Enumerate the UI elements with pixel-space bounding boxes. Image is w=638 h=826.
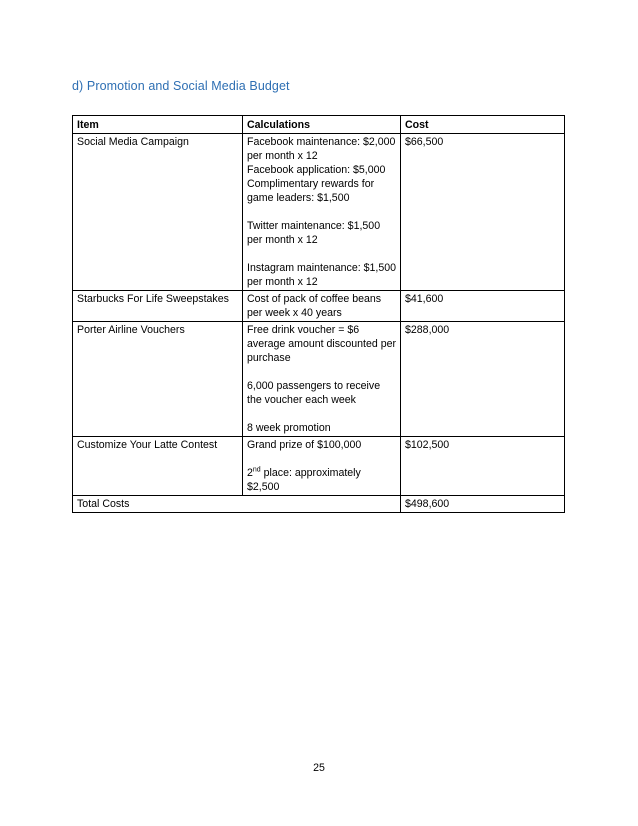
ordinal-number: 2 xyxy=(247,467,253,479)
calculations-cell xyxy=(243,134,401,291)
item-cell: Customize Your Latte Contest xyxy=(73,437,243,496)
table-row xyxy=(73,134,565,291)
table-row xyxy=(73,437,565,496)
calc-text: place: approximately $2,500 xyxy=(247,467,361,493)
calculations-cell xyxy=(243,322,401,437)
calc-line xyxy=(247,135,396,205)
calc-line: 8 week promotion xyxy=(247,422,331,434)
column-header-calculations: Calculations xyxy=(243,116,401,134)
calc-line: Instagram maintenance: $1,500 per month x 12 xyxy=(247,262,396,288)
cost-cell: $66,500 xyxy=(401,134,565,291)
total-label: Total Costs xyxy=(73,496,401,513)
item-cell: Social Media Campaign xyxy=(73,134,243,291)
calc-line: 6,000 passengers to receive the voucher each week xyxy=(247,380,381,406)
calc-line: Twitter maintenance: $1,500 per month x 12 xyxy=(247,220,381,246)
cost-cell: $102,500 xyxy=(401,437,565,496)
calc-text: Facebook maintenance: $2,000 per month x 12 xyxy=(247,136,396,162)
budget-table xyxy=(72,115,565,513)
table-header-row xyxy=(73,116,565,134)
calc-line xyxy=(247,466,396,494)
cost-cell: $288,000 xyxy=(401,322,565,437)
table-row xyxy=(73,322,565,437)
ordinal-suffix: nd xyxy=(252,466,261,474)
total-cost: $498,600 xyxy=(401,496,565,513)
cost-cell: $41,600 xyxy=(401,291,565,322)
calc-text: Facebook application: $5,000 xyxy=(247,164,386,176)
calc-text: Complimentary rewards for game leaders: $1,500 xyxy=(247,178,375,204)
calculations-cell xyxy=(243,437,401,496)
page-number: 25 xyxy=(313,762,325,774)
calc-line: Cost of pack of coffee beans per week x 40 years xyxy=(247,293,382,319)
calc-line: Grand prize of $100,000 xyxy=(247,439,362,451)
section-heading: d) Promotion and Social Media Budget xyxy=(72,79,290,93)
column-header-item: Item xyxy=(73,116,243,134)
item-cell: Starbucks For Life Sweepstakes xyxy=(73,291,243,322)
total-row xyxy=(73,496,565,513)
table-row xyxy=(73,291,565,322)
calculations-cell xyxy=(243,291,401,322)
item-cell: Porter Airline Vouchers xyxy=(73,322,243,437)
calc-line: Free drink voucher = $6 average amount discounted per purchase xyxy=(247,324,397,364)
column-header-cost: Cost xyxy=(401,116,565,134)
